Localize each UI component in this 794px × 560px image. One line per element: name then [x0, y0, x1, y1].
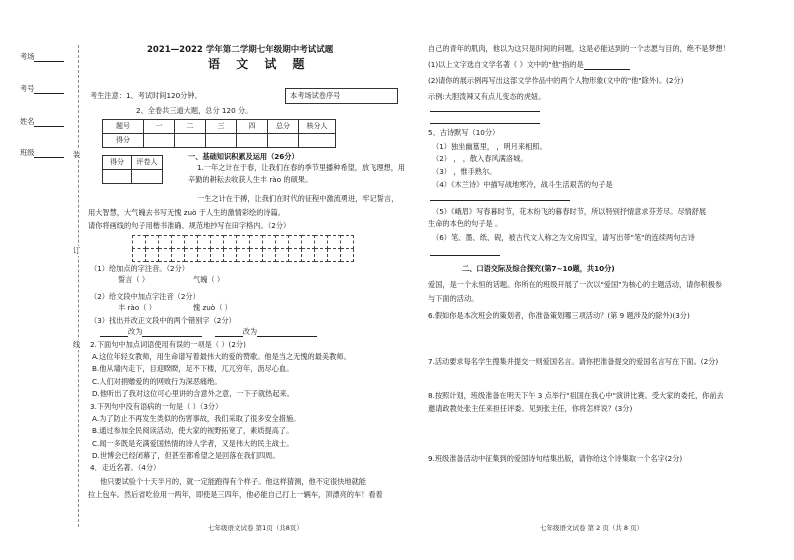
q1-line-5: 请你将画线的句子用楷书准确、规范地抄写在田字格内。（2分） [88, 221, 291, 230]
r-q5-line-7: （6）笔、墨、纸、砚，被古代文人称之为文房四宝，请写出带"笔"的连续两句古诗 [432, 233, 695, 242]
binding-char-xian: 线 [73, 340, 81, 349]
q3-option-b: B.通过参加全民阅读活动，使大家的视野拓宽了，素质提高了。 [92, 426, 294, 435]
score-header: 一 [144, 120, 175, 134]
sidebar-field-name: 姓名 [20, 117, 64, 127]
notice-2: 2、全卷共三道大题，总分 120 分。 [136, 106, 253, 115]
score-header: 核分人 [299, 120, 336, 134]
q1-line-4: 用大智慧，大气魄去书写无愧 zuò 于人生的激情彩绘的诗篇。 [88, 208, 285, 217]
score-cell[interactable] [299, 134, 336, 148]
grader-table [102, 155, 163, 184]
r-q5-line-6: 生命的本色的句子是 。 [428, 219, 503, 228]
subject-title: 语 文 试 题 [208, 57, 311, 71]
r-q5-line-1: （1）独坐幽篁里， ，明月来相照。 [432, 142, 547, 151]
r-q5-line-3: （3） ，惟手熟尔。 [432, 167, 497, 176]
q4-passage-1: 他只要试验个十天半月的，就一定能跑得有个样子。他这样猜测，他不定很快地就能 [100, 477, 366, 486]
binding-char-ding: 订 [73, 246, 81, 255]
r-q4-answer-1[interactable] [430, 102, 540, 112]
q1-line-1: 1.一年之计在于春，让我们在春的季节里播种希望，放飞理想，用 [197, 163, 406, 172]
q4-stem: 4．走近名著。（4分） [90, 463, 161, 472]
sidebar-field-room: 考场 [20, 52, 64, 62]
score-header: 四 [237, 120, 268, 134]
score-cell[interactable] [268, 134, 299, 148]
q1-sub3: （3）找出并改正文段中的两个错别字（2分） [90, 316, 236, 325]
seat-number-box: 本考场试卷序号 [285, 88, 398, 104]
q1-line-3: 一生之计在于搏，让我们在时代的征程中激流勇进，牢记誓言， [197, 194, 399, 203]
score-header: 三 [206, 120, 237, 134]
score-row-label: 得分 [103, 134, 144, 148]
r-q5-answer-4[interactable] [430, 191, 570, 201]
r-intro2-line-1: 爱国，是一个永恒的话题。你所在的班级开展了一次以"爱国"为核心的主题活动，请你积极参 [428, 280, 723, 289]
r-q5-line-4: （4）《木兰诗》中描写战地寒冷，战斗生活艰苦的句子是 [432, 180, 613, 189]
q1-sub1-word-1: 誓言（ ） [118, 275, 150, 284]
r-q5-line-2: （2） ， ，散入春风满洛城。 [432, 154, 528, 163]
grader-cell[interactable] [103, 170, 132, 184]
page-1-footer: 七年级语文试卷 第1页（共8页） [208, 524, 303, 532]
score-cell[interactable] [206, 134, 237, 148]
r-q4-sub1[interactable]: (1)以上文字选自文学名著《 》文中的"他"指的是 [428, 60, 630, 70]
q3-option-d: D.世博会已经闭幕了，但甚至都希望之是回落在我们四周。 [92, 451, 280, 460]
notice-1: 考生注意：1、考试时间120分钟。 [90, 91, 202, 100]
q2-stem: 2.下面句中加点词语使用有误的一项是（ ）(2分) [90, 340, 246, 349]
q2-option-d: D.他听出了我对这位可心里讲的含意外之意，一下子就热起来。 [92, 389, 294, 398]
r-q9: 9.班级准备活动中征集到的爱国诗句结集出版，请你给这个诗集取一个名字(2分) [428, 454, 683, 463]
r-q8-line-2: 邀请政教处张主任来担任评委。见到张主任，你将怎样说？(3分) [428, 404, 633, 413]
sidebar-field-number: 考号 [20, 84, 64, 94]
r-q5-title: 5、古诗默写（10分） [428, 128, 500, 137]
score-table [102, 119, 336, 148]
r-q6: 6.假如你是本次班会的策划者，你准备策划哪三项活动？(第 9 题涉及的除外)(3分) [428, 311, 690, 320]
score-header: 二 [175, 120, 206, 134]
section-1-title: 一、基础知识积累及运用（26分） [188, 152, 299, 161]
r-q4-answer-2[interactable] [430, 114, 540, 124]
q2-option-c: C.人们对捐赠爱的的网败行为深恶痛绝。 [92, 377, 222, 386]
grader-header: 评卷人 [132, 156, 163, 170]
section-2-title: 二、口语交际及综合探究(第7~10题，共10分) [462, 264, 615, 273]
binding-line [78, 45, 79, 527]
q3-option-c: C.闻一多既是充满爱国热情的诗人学者，又是伟大的民主战士。 [92, 439, 294, 448]
score-header: 总分 [268, 120, 299, 134]
r-q8-line-1: 8.按照计划，班级准备在明天下午 3 点举行"祖国在我心中"演讲比赛。受大家的委托，你前去 [428, 391, 724, 400]
score-header: 题号 [103, 120, 144, 134]
score-cell[interactable] [175, 134, 206, 148]
q3-option-a: A.为了防止不再发生类似的伤害事故，我们采取了很多安全措施。 [92, 414, 301, 423]
q1-sub2: （2）给文段中加点字注音（2分） [90, 292, 200, 301]
r-intro-line: 自己的青年的肌肉，他以为这只是时间的问题，这是必能达到的一个志愿与目的，绝不是梦想！ [428, 44, 730, 53]
score-cell[interactable] [144, 134, 175, 148]
tianzige-grid[interactable] [132, 235, 354, 262]
r-q7: 7.活动要求每名学生搜集并提交一则爱国名言。请你把准备提交的爱国名言写在下面。(2分) [428, 357, 719, 366]
r-q4-sub2: (2)请你的展示例再写出这部文学作品中的两个人物形象(文中的"他"除外)。(2分) [428, 76, 684, 85]
exam-title: 2021—2022 学年第二学期七年级期中考试试题 [147, 45, 334, 55]
grader-header: 得分 [103, 156, 132, 170]
q2-option-b: B.他从墙内走下，目迎睽睽，足不下楼，兀兀穷年，沥尽心血。 [92, 364, 294, 373]
q2-option-a: A.这位年轻女教师，用生命谱写着最伟大的爱的赞歌。他是当之无愧的最美教师。 [92, 352, 351, 361]
page-2-footer: 七年级语文试卷 第 2 页（共 8 页） [540, 524, 644, 532]
score-cell[interactable] [237, 134, 268, 148]
r-intro2-line-2: 与下面的活动。 [428, 294, 479, 303]
r-q5-line-5: （5）《峨眉》写春暮时节，花木纷飞的暮春时节，所以特别抒情意求芬芳尽。尽情舒展 [432, 207, 707, 216]
q3-stem: 3.下列句中没有语病的一句是（ ）（3分） [90, 402, 223, 411]
sidebar-field-class: 班级 [20, 148, 64, 158]
q1-sub1-word-2: 气魄（ ） [193, 275, 225, 284]
q4-passage-2: 拉上包车。然后省吃俭用一两年，即使是三四年，他必能自己打上一辆车，顶漂亮的车！看着 [88, 490, 383, 499]
r-q4-sub2-example: 示例:大胆泼辣又有点儿变态的虎妞。 [428, 92, 546, 101]
binding-char-zhuang: 装 [73, 150, 81, 159]
q1-line-2: 辛勤的耕耘去收获人生丰 rào 的硕果。 [188, 175, 313, 184]
q1-sub3-answer[interactable]: 改为 改为 [100, 327, 317, 337]
q1-sub1: （1）给加点的字注音。（2分） [90, 264, 189, 273]
q1-sub2-word-2: 愧 zuò（ ） [193, 303, 232, 312]
q1-sub2-word-1: 丰 rào（ ） [118, 303, 156, 312]
grader-cell[interactable] [132, 170, 163, 184]
r-q5-answer-6[interactable] [430, 246, 500, 256]
